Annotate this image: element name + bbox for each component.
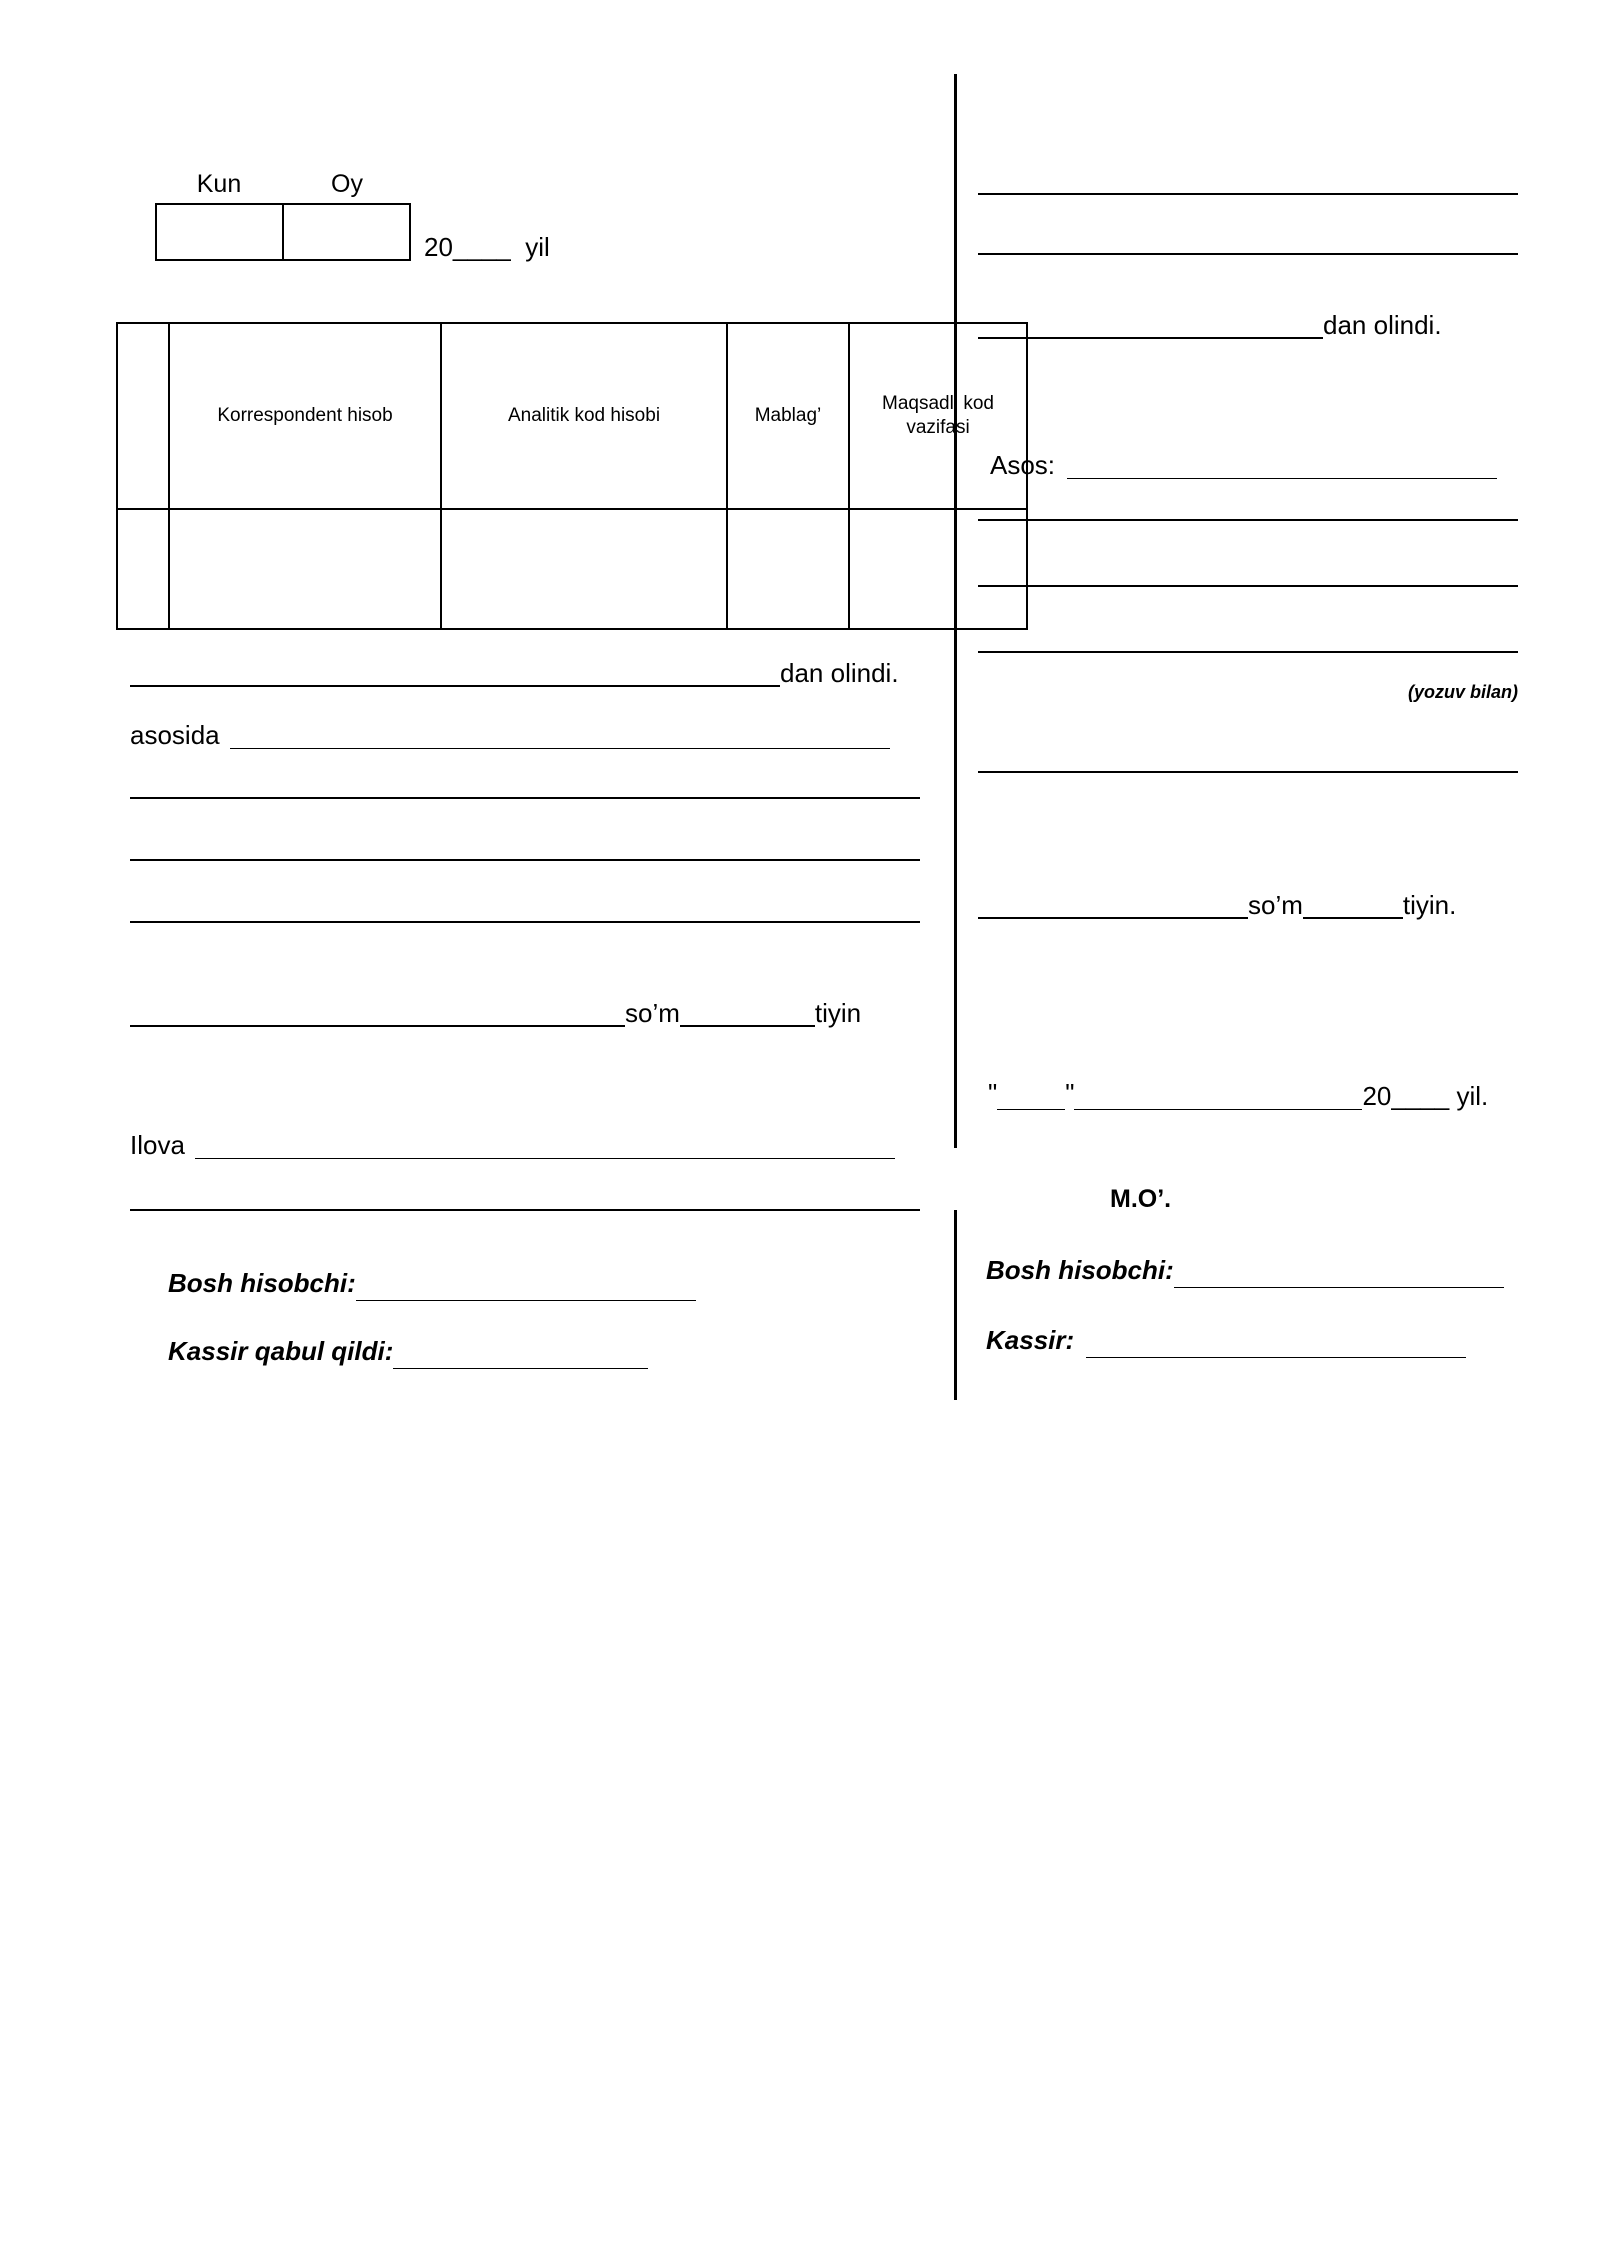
left-attachment-row-2 <box>130 1208 920 1211</box>
left-cashier-label: Kassir qabul qildi: <box>168 1336 394 1366</box>
right-received-from-suffix: dan olindi. <box>1323 310 1442 340</box>
left-basis-input[interactable] <box>230 747 890 749</box>
table-header-cell-4: Maqsadli kod vazifasi <box>849 323 1027 509</box>
right-date-day-input[interactable] <box>997 1108 1065 1110</box>
right-blank-input-6[interactable] <box>978 770 1518 773</box>
right-received-from-row <box>978 312 1538 339</box>
table-cell-2[interactable] <box>441 509 727 629</box>
right-basis-row <box>990 452 1520 479</box>
left-blank-row-2 <box>130 858 920 861</box>
left-attachment-row <box>130 1132 920 1159</box>
date-header-labels <box>155 170 411 199</box>
left-received-from-suffix: dan olindi. <box>780 658 899 688</box>
table-header-cell-1: Korrespondent hisob <box>169 323 441 509</box>
table-cell-1[interactable] <box>169 509 441 629</box>
panel-divider-bottom <box>954 1210 957 1400</box>
left-attachment-input[interactable] <box>195 1157 895 1159</box>
right-cashier-input[interactable] <box>1086 1356 1466 1358</box>
table-cell-3[interactable] <box>727 509 849 629</box>
left-cashier-row <box>168 1336 868 1369</box>
day-field[interactable] <box>157 205 282 259</box>
right-date-month-input[interactable] <box>1074 1108 1362 1110</box>
left-received-from-input[interactable] <box>130 684 780 687</box>
right-blank-row-6 <box>978 770 1518 773</box>
right-blank-input-2[interactable] <box>978 252 1518 255</box>
right-cashier-row <box>986 1325 1546 1358</box>
left-chief-accountant-label: Bosh hisobchi: <box>168 1268 356 1298</box>
left-amount-row <box>130 1000 920 1027</box>
right-chief-accountant-row <box>986 1255 1546 1288</box>
year-field[interactable]: 20____ yil <box>424 232 550 262</box>
table-row <box>117 509 1027 629</box>
left-attachment-label: Ilova <box>130 1130 185 1160</box>
left-attachment-input-2[interactable] <box>130 1208 920 1211</box>
right-blank-input-4[interactable] <box>978 584 1518 587</box>
right-blank-row-3 <box>978 518 1518 521</box>
right-amount-som-input[interactable] <box>978 916 1248 919</box>
right-received-from-input[interactable] <box>978 336 1323 339</box>
right-blank-row-4 <box>978 584 1518 587</box>
table-header-row <box>117 323 1027 509</box>
right-date-quote-open: " <box>988 1078 998 1108</box>
right-blank-input-5[interactable] <box>978 650 1518 653</box>
accounting-table <box>116 322 1028 630</box>
stamp-place-label: M.O’. <box>1110 1185 1172 1213</box>
left-blank-input-2[interactable] <box>130 858 920 861</box>
left-blank-input-1[interactable] <box>130 796 920 799</box>
left-blank-row-1 <box>130 796 920 799</box>
month-field[interactable] <box>282 205 409 259</box>
left-amount-tiyin-label: tiyin <box>814 998 862 1028</box>
right-amount-tiyin-label: tiyin. <box>1402 890 1457 920</box>
right-blank-row-2 <box>978 252 1518 255</box>
left-blank-input-3[interactable] <box>130 920 920 923</box>
right-blank-input-1[interactable] <box>978 192 1518 195</box>
right-basis-input[interactable] <box>1067 477 1497 479</box>
right-date-quote-close: " <box>1065 1078 1075 1108</box>
table-cell-4[interactable] <box>849 509 1027 629</box>
left-received-from-row <box>130 660 920 687</box>
right-date-row <box>988 1078 1548 1110</box>
left-cashier-input[interactable] <box>393 1367 648 1369</box>
month-label: Oy <box>331 170 363 198</box>
right-blank-input-3[interactable] <box>978 518 1518 521</box>
left-amount-tiyin-input[interactable] <box>680 1024 815 1027</box>
left-basis-row <box>130 722 920 749</box>
right-in-words-note-row <box>978 682 1518 703</box>
table-cell-0[interactable] <box>117 509 169 629</box>
left-amount-som-label: so’m <box>625 998 680 1028</box>
right-chief-accountant-label: Bosh hisobchi: <box>986 1255 1174 1285</box>
right-cashier-label: Kassir: <box>986 1325 1075 1355</box>
right-amount-som-label: so’m <box>1248 890 1303 920</box>
table-header-cell-2: Analitik kod hisobi <box>441 323 727 509</box>
right-date-year-label[interactable]: 20____ yil. <box>1362 1081 1489 1111</box>
right-blank-row-1 <box>978 192 1518 195</box>
right-chief-accountant-input[interactable] <box>1174 1286 1504 1288</box>
left-amount-som-input[interactable] <box>130 1024 625 1027</box>
left-chief-accountant-input[interactable] <box>356 1299 696 1301</box>
table-header-cell-0 <box>117 323 169 509</box>
right-blank-row-5 <box>978 650 1518 653</box>
date-box <box>155 203 411 261</box>
table-header-cell-3: Mablag’ <box>727 323 849 509</box>
left-basis-label: asosida <box>130 720 220 750</box>
left-chief-accountant-row <box>168 1268 868 1301</box>
right-in-words-note: (yozuv bilan) <box>1407 682 1518 702</box>
right-amount-tiyin-input[interactable] <box>1303 916 1403 919</box>
right-basis-label: Asos: <box>990 450 1056 480</box>
left-blank-row-3 <box>130 920 920 923</box>
day-label: Kun <box>196 170 242 198</box>
right-amount-row <box>978 892 1538 919</box>
